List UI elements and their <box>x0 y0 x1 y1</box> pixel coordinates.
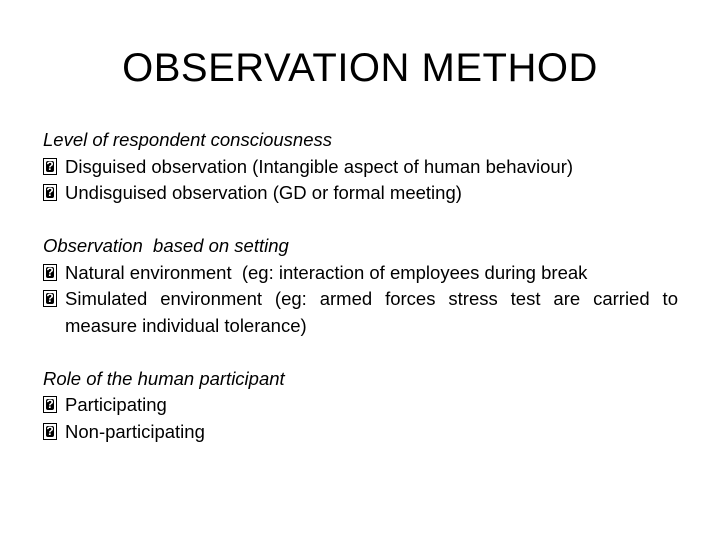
missing-glyph-icon <box>43 184 57 201</box>
bullet-item <box>43 260 678 287</box>
missing-glyph-icon <box>43 290 57 307</box>
section-heading: Level of respondent consciousness <box>43 129 332 150</box>
bullet-item <box>43 286 678 339</box>
bullet-text: Simulated environment (eg: armed forces stress test are carried to measure individual tolerance) <box>65 288 678 336</box>
bullet-text: Participating <box>65 394 167 415</box>
bullet-text: Non-participating <box>65 420 205 442</box>
section-human-participant-role <box>43 366 678 446</box>
bullet-item <box>43 154 678 181</box>
missing-glyph-icon <box>43 264 57 281</box>
bullet-item <box>43 392 678 419</box>
bullet-item <box>43 419 678 446</box>
bullet-text: Natural environment (eg: interaction of employees during break <box>65 261 588 283</box>
section-heading: Role of the human participant <box>43 367 285 389</box>
bullet-list <box>43 154 678 207</box>
section-observation-setting <box>43 233 678 339</box>
bullet-list <box>43 260 678 340</box>
missing-glyph-icon <box>43 158 57 175</box>
missing-glyph-icon <box>43 396 57 413</box>
section-heading: Observation based on setting <box>43 235 289 256</box>
slide-content <box>43 127 678 472</box>
bullet-list <box>43 392 678 445</box>
slide-title: OBSERVATION METHOD <box>122 46 598 90</box>
bullet-item <box>43 180 678 207</box>
missing-glyph-icon <box>43 423 57 440</box>
bullet-text: Disguised observation (Intangible aspect of human behaviour) <box>65 155 574 177</box>
section-respondent-consciousness <box>43 127 678 207</box>
bullet-text: Undisguised observation (GD or formal meeting) <box>65 182 462 203</box>
